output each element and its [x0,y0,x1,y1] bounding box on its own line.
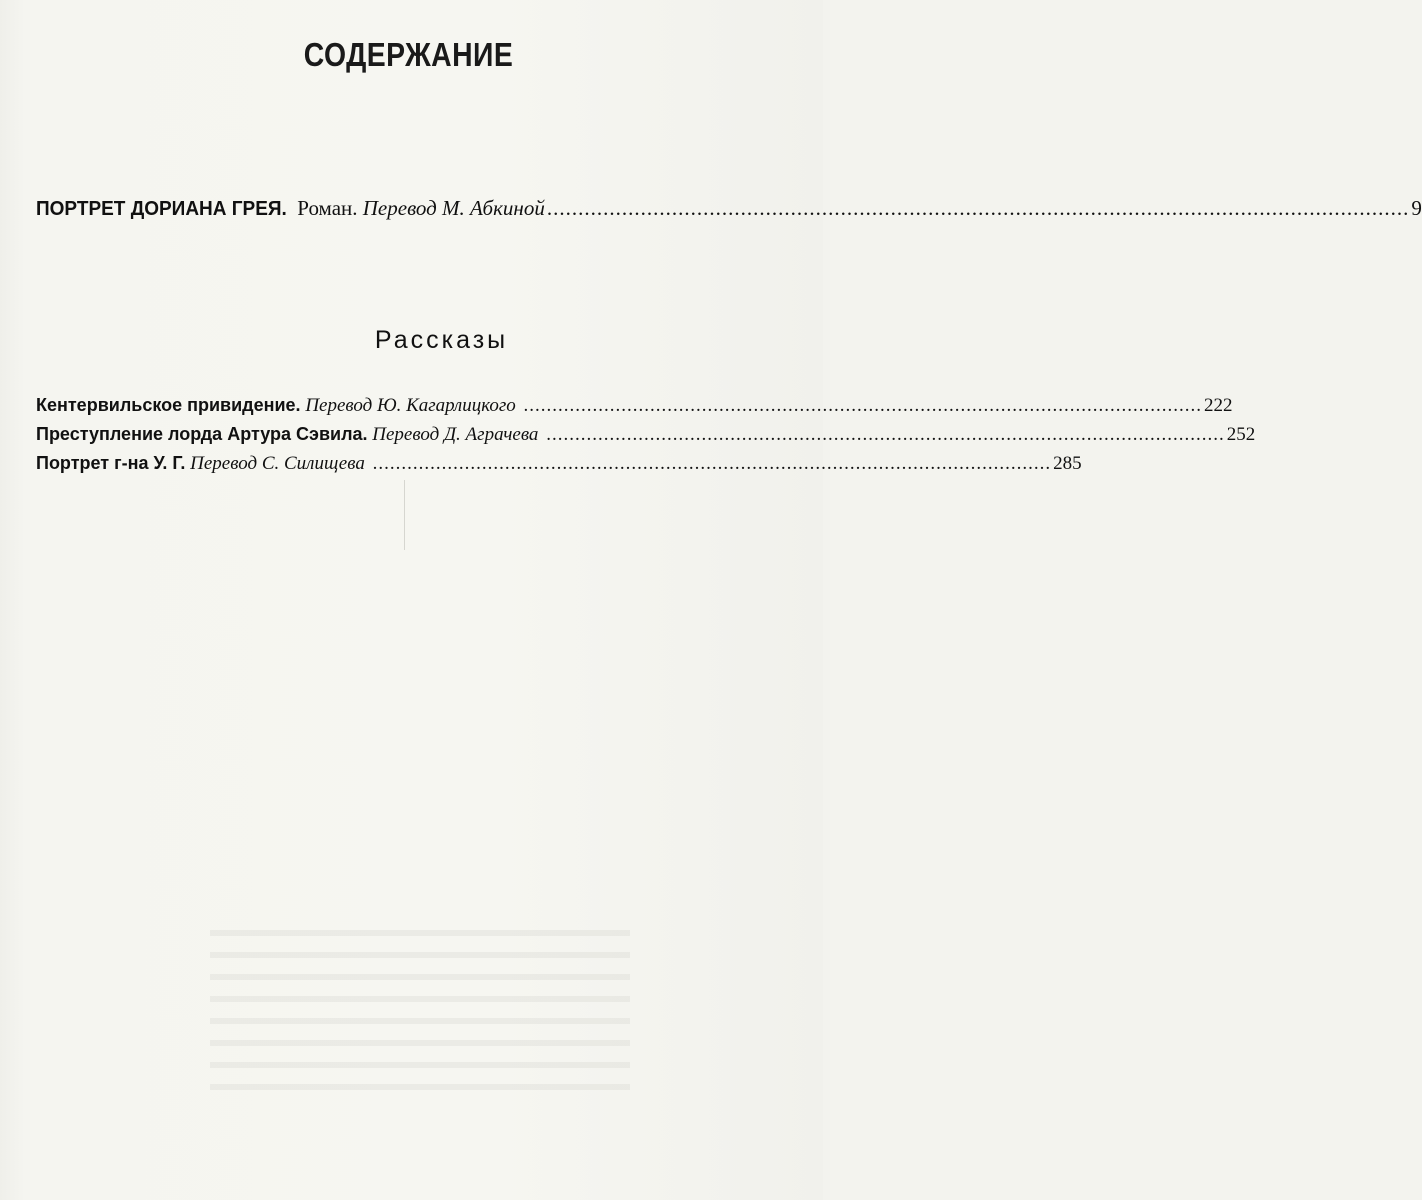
entry-genre: Роман. [297,196,358,220]
entry-page-number: 222 [1204,395,1233,416]
entry-page-number: 285 [1053,453,1082,474]
entry-translator: Перевод Ю. Кагарлицкого [305,395,516,416]
leader-dots: ...................................................................................................................... [517,395,1203,416]
toc-entry-story[interactable] [36,424,1256,446]
entry-translator: Перевод Д. Аграчева [372,424,539,445]
entry-title: ПОРТРЕТ ДОРИАНА ГРЕЯ. [36,198,287,220]
toc-entry-main[interactable] [36,196,1422,221]
entry-title: Преступление лорда Артура Сэвила. [36,424,368,444]
entry-translator: Перевод С. Силищева [190,453,365,474]
entry-page-number: 252 [1226,424,1256,445]
entry-title: Кентервильское привидение. [36,395,301,415]
leader-dots: ...................................................................................................................... [540,424,1225,445]
leader-dots: ...................................................................................................................... [366,453,1052,474]
entry-title: Портрет г-на У. Г. [36,453,186,473]
page-crease [404,480,405,550]
entry-translator: Перевод М. Абкиной [362,196,545,220]
entry-page-number: 9 [1411,196,1422,220]
page-title: СОДЕРЖАНИЕ [303,36,514,73]
leader-dots: .......................................................................................................................................... [546,196,1410,220]
toc-entry-story[interactable] [36,395,1233,417]
bleed-through-shadow [210,930,630,1100]
toc-entry-story[interactable] [36,453,1082,475]
section-heading: Рассказы [374,326,509,354]
